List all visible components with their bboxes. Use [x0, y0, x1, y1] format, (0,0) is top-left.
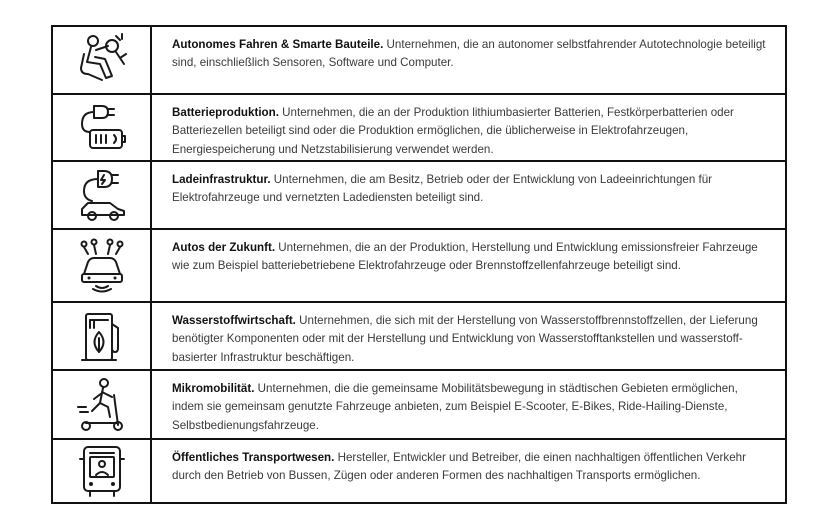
row-description: Unternehmen, die an der Produktion lithiumbasierter Batterien, Festkörperbatterien oder Batteriezellen beteiligt sind oder die Produktion ermöglichen, die üblicherweise in Elektrofahrzeugen, Energiespeicherung und Netzstabilisierung verwendet werden. [172, 106, 734, 156]
row-title: Ladeinfrastruktur. [172, 173, 271, 186]
connected-car-icon [74, 238, 130, 294]
row-description: Unternehmen, die an autonomer selbstfahrender Autotechnologie beteiligt sind, einschließlich Sensoren, Software und Computer. [172, 38, 766, 70]
row-title: Öffentliches Transportwesen. [172, 451, 335, 464]
row-description: Unternehmen, die an der Produktion, Herstellung und Entwicklung emissionsfreier Fahrzeuge wie zum Beispiel batteriebetriebene Elektrofahrzeuge oder Brennstoffzellenfahrzeuge beteiligt sind. [172, 241, 758, 273]
icon-cell [53, 230, 152, 301]
table-row [53, 228, 785, 301]
icon-cell [53, 95, 152, 160]
row-text [152, 230, 785, 301]
autonomous-driving-icon [74, 32, 130, 88]
row-text [152, 162, 785, 228]
sector-table [51, 25, 787, 504]
battery-plug-icon [74, 100, 130, 156]
row-text [152, 303, 785, 369]
row-text [152, 95, 785, 160]
icon-cell [53, 27, 152, 93]
row-title: Autos der Zukunft. [172, 241, 276, 254]
row-title: Wasserstoffwirtschaft. [172, 314, 296, 327]
icon-cell [53, 162, 152, 228]
icon-cell [53, 371, 152, 438]
table-row [53, 369, 785, 438]
row-text [152, 27, 785, 93]
row-title: Mikromobilität. [172, 382, 255, 395]
row-description: Unternehmen, die sich mit der Herstellung von Wasserstoffbrennstoffzellen, der Lieferung benötigter Komponenten oder mit der Herstellung und Entwicklung von Wasserstofftankstellen und wasserstoff-basierter Infrastruktur beschäftigen. [172, 314, 758, 364]
row-title: Batterieproduktion. [172, 106, 279, 119]
icon-cell [53, 440, 152, 502]
bus-icon [74, 443, 130, 499]
table-row [53, 93, 785, 160]
table-row [53, 438, 785, 502]
hydrogen-station-icon [74, 308, 130, 364]
table-row [53, 27, 785, 93]
table-row [53, 160, 785, 228]
ev-charging-icon [74, 167, 130, 223]
row-description: Hersteller, Entwickler und Betreiber, die einen nachhaltigen öffentlichen Verkehr durch den Betrieb von Bussen, Zügen oder anderen Formen des nachhaltigen Transports ermöglichen. [172, 451, 746, 483]
row-text [152, 371, 785, 438]
row-title: Autonomes Fahren & Smarte Bauteile. [172, 38, 384, 51]
row-description: Unternehmen, die die gemeinsame Mobilitätsbewegung in städtischen Gebieten ermöglichen, indem sie gemeinsam genutzte Fahrzeuge anbieten, zum Beispiel E-Scooter, E-Bikes, Ride-Hailing-Dienste, Selbstbedienungsfahrzeuge. [172, 382, 738, 432]
row-text [152, 440, 785, 502]
icon-cell [53, 303, 152, 369]
row-description: Unternehmen, die am Besitz, Betrieb oder der Entwicklung von Ladeeinrichtungen für Elektrofahrzeuge und vernetzten Ladediensten beteiligt sind. [172, 173, 713, 205]
table-row [53, 301, 785, 369]
e-scooter-icon [74, 377, 130, 433]
